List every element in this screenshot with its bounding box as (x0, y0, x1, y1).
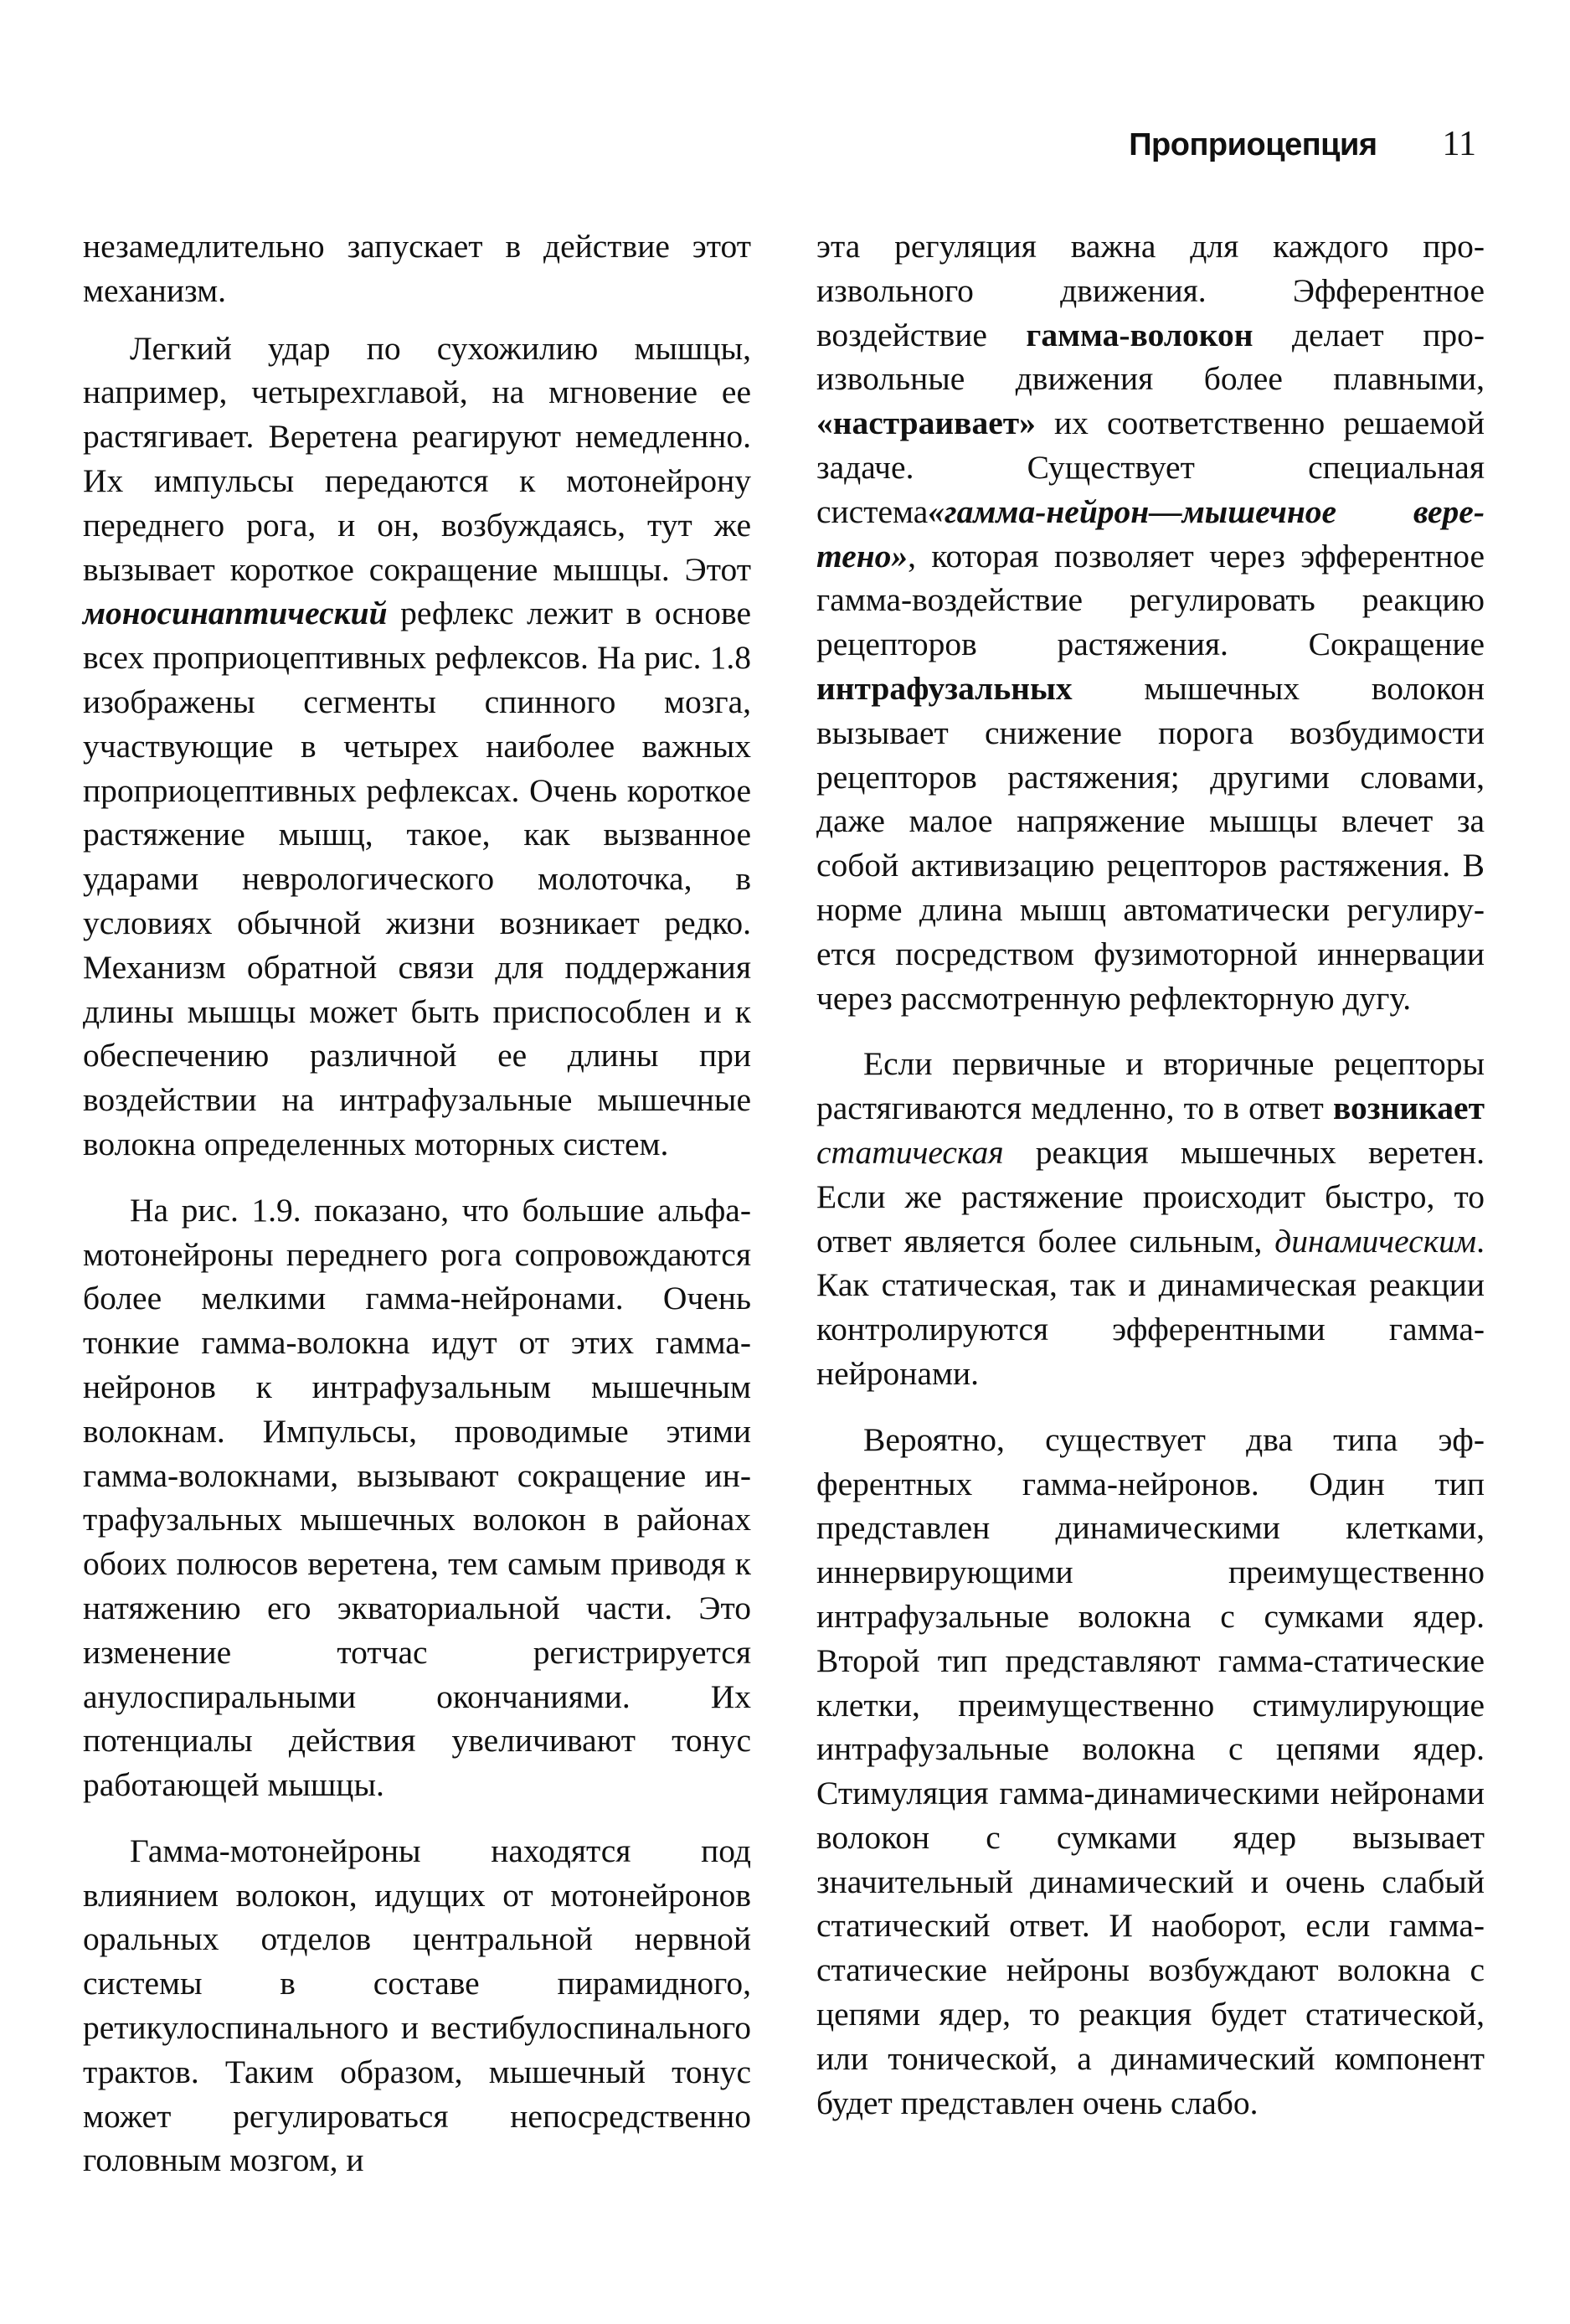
paragraph: Гамма-мотонейроны находятся под влиянием волокон, идущих от мотонейронов оральных отделов центральной нервной системы в составе пирамидного, ретикулоспинального и вестибулоспинального трактов. Таким образом, мышечный тонус может регулироваться непосредственно головным мозгом, и (83, 1832, 751, 2179)
paragraph (816, 1042, 1485, 1395)
paragraph: Вероятно, существует два типа эфферентных гамма-нейронов. Один тип представлен динамическими клетками, иннервирующими преимущественно интрафузальные волокна с сумками ядер. Второй тип представляют гамма-статические клетки, преимущественно стимулирующие интрафузальные волокна с цепями ядер. Стимуляция гамма-динамическими нейронами волокон с сумками ядер вызывает значительный динамический и очень слабый статический ответ. И наоборот, если гамма-статические нейроны возбуждают волокна с цепями ядер, то реакция будет статической, или тонической, а динамический компонент будет представлен очень слабо. (816, 1420, 1485, 2121)
text-run: делает произвольные движения более плавными, (816, 316, 1485, 398)
section-title: Проприоцепция (1129, 127, 1377, 162)
running-head (1129, 124, 1476, 164)
emphasis-term: статическая (816, 1133, 1004, 1171)
emphasis-term: динамическим (1274, 1222, 1477, 1260)
text-run: . Как статическая, так и динамическая реакции контролируются эфферентными гамма-нейронами. (816, 1222, 1485, 1392)
emphasis-term: гамма-волокон (1026, 316, 1253, 353)
emphasis-term: возникает (1332, 1090, 1485, 1127)
emphasis-term: интрафузальных (816, 669, 1073, 707)
text-run: , которая позволяет через эфферентное гамма-воздействие регулировать реакцию рецепторов растяжения. Сокращение (816, 537, 1485, 663)
text-run: мышечных волокон вызывает снижение порога возбудимости рецепторов растяжения; другими словами, даже малое напряжение мышцы влечет за собой активизацию рецепторов растяжения. В норме длина мышц автоматически регулируется посредством фузимоторной иннервации через рассмотренную рефлекторную дугу. (816, 669, 1485, 1017)
text-run: рефлекс лежит в основе всех проприоцептивных рефлексов. На рис. 1.8 изображены сегменты спинного мозга, участвующие в четырех наиболее важных проприоцептивных рефлексах. Очень короткое растяжение мышц, такое, как вызванное ударами неврологического молоточка, в условиях обычной жизни возникает редко. Механизм обратной связи для поддержания длины мышцы может быть приспособлен и к обеспечению различной ее длины при воздействии на интрафузальные мышечные волокна определенных моторных систем. (83, 595, 751, 1162)
text-run: реакция мышечных веретен. Если же растяжение происходит быстро, то ответ является более сильным, (816, 1133, 1485, 1260)
page-number: 11 (1442, 125, 1476, 163)
paragraph (83, 327, 751, 1167)
paragraph (816, 224, 1485, 1020)
left-column (83, 224, 751, 2196)
emphasis-term: моносинаптический (83, 595, 388, 632)
emphasis-term: «настраивает» (816, 405, 1036, 442)
text-run: Если первичные и вторичные рецепторы растягиваются медленно, то в ответ (816, 1045, 1485, 1127)
paragraph: незамедлительно запускает в действие этот механизм. (83, 228, 751, 309)
text-run: Легкий удар по сухожилию мышцы, например, четырехглавой, на мгновение ее растягивает. Веретена реагируют немедленно. Их импульсы передаются к мотонейрону переднего рога, и он, возбуждаясь, тут же вызывает короткое сокращение мышцы. Этот (83, 329, 751, 588)
right-column (816, 224, 1485, 2138)
emphasis-term: «гамма-нейрон—мышечное веретено» (816, 492, 1485, 575)
text-run: их соответственно решаемой задаче. Существует специальная система (816, 405, 1485, 530)
text-run: эта регуляция важна для каждого произвольного движения. Эфферентное воздействие (816, 228, 1485, 353)
paragraph: На рис. 1.9. показано, что большие альфа-мотонейроны переднего рога сопровождаются более мелкими гамма-нейронами. Очень тонкие гамма-волокна идут от этих гамма-нейронов к интрафузальным мышечным волокнам. Импульсы, проводимые этими гамма-волокнами, вызывают сокращение интрафузальных мышечных волокон в районах обоих полюсов веретена, тем самым приводя к натяжению его экваториальной части. Это изменение тотчас регистрируется анулоспиральными окончаниями. Их потенциалы действия увеличивают тонус работающей мышцы. (83, 1191, 751, 1804)
